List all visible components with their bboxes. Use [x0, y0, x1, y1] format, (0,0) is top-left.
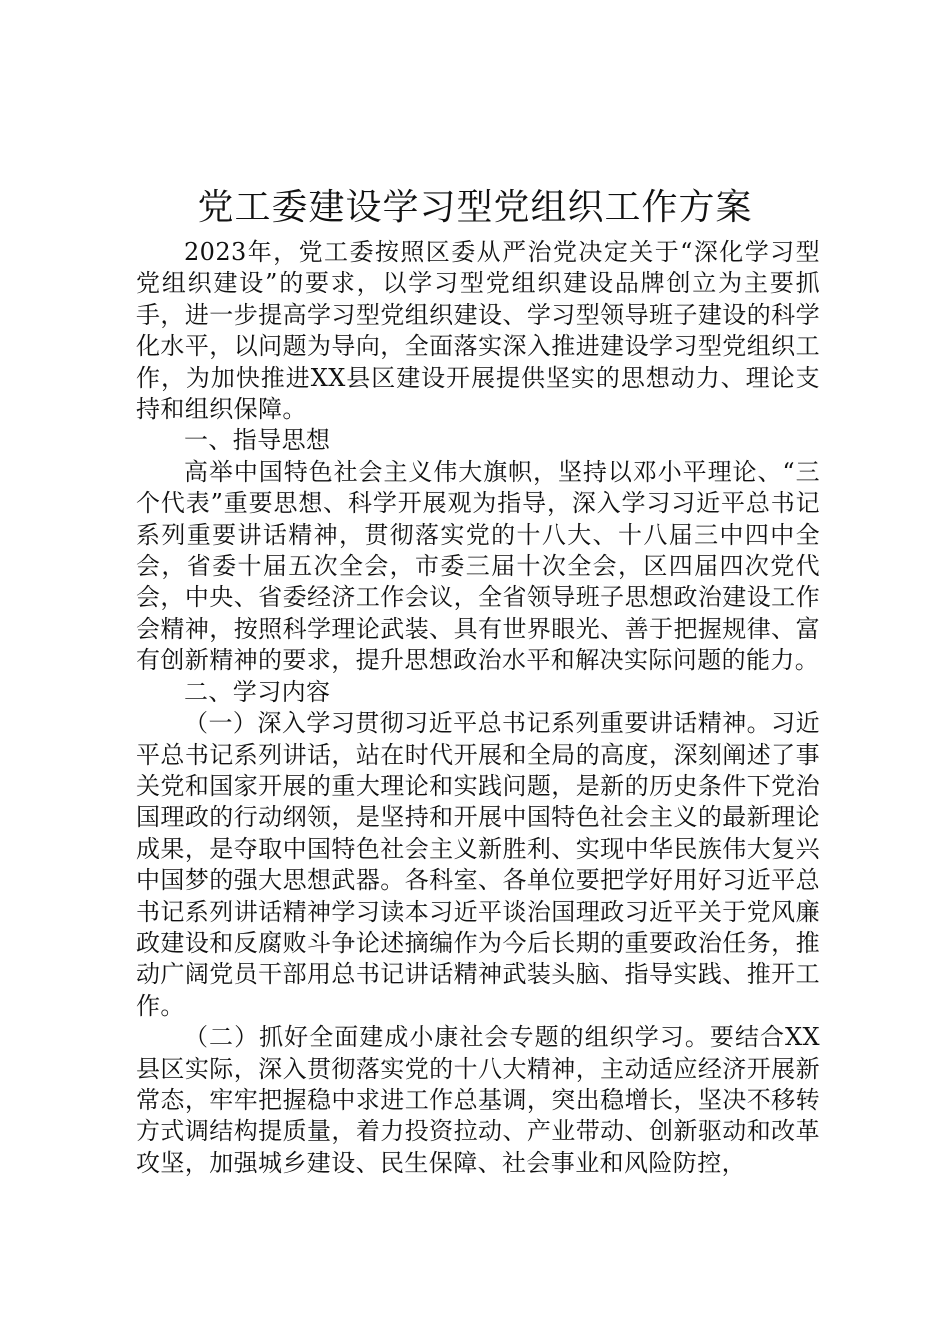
document-title: 党工委建设学习型党组织工作方案 [197, 187, 753, 228]
paragraph-intro: 2023年，党工委按照区委从严治党决定关于“深化学习型党组织建设”的要求，以学习型党组织建设品牌创立为主要抓手，进一步提高学习型党组织建设、学习型领导班子建设的科学化水平，以问题为导向，全面落实深入推进建设学习型党组织工作，为加快推进XX县区建设开展提供坚实的思想动力、理论支持和组织保障。 [136, 238, 820, 424]
paragraph-study-item-2: （二）抓好全面建成小康社会专题的组织学习。要结合XX县区实际，深入贯彻落实党的十八大精神，主动适应经济开展新常态，牢牢把握稳中求进工作总基调，突出稳增长，坚决不移转方式调结构提质量，着力投资拉动、产业带动、创新驱动和改革攻坚，加强城乡建设、民生保障、社会事业和风险防控， [136, 1023, 820, 1177]
heading-guiding-thought: 一、指导思想 [184, 426, 331, 455]
document-body [136, 237, 820, 1179]
paragraph-study-item-1: （一）深入学习贯彻习近平总书记系列重要讲话精神。习近平总书记系列讲话，站在时代开展和全局的高度，深刻阐述了事关党和国家开展的重大理论和实践问题，是新的历史条件下党治国理政的行动纲领，是坚持和开展中国特色社会主义的最新理论成果，是夺取中国特色社会主义新胜利、实现中华民族伟大复兴中国梦的强大思想武器。各科室、各单位要把学好用好习近平总书记系列讲话精神学习读本习近平谈治国理政习近平关于党风廉政建设和反腐败斗争论述摘编作为今后长期的重要政治任务，推动广阔党员干部用总书记讲话精神武装头脑、指导实践、推开工作。 [136, 709, 820, 1020]
paragraph-guiding-thought: 高举中国特色社会主义伟大旗帜，坚持以邓小平理论、“三个代表”重要思想、科学开展观为指导，深入学习习近平总书记系列重要讲话精神，贯彻落实党的十八大、十八届三中四中全会，省委十届五次全会，市委三届十次全会，区四届四次党代会，中央、省委经济工作会议，全省领导班子思想政治建设工作会精神，按照科学理论武装、具有世界眼光、善于把握规律、富有创新精神的要求，提升思想政治水平和解决实际问题的能力。 [136, 457, 820, 675]
heading-study-content: 二、学习内容 [184, 677, 331, 706]
